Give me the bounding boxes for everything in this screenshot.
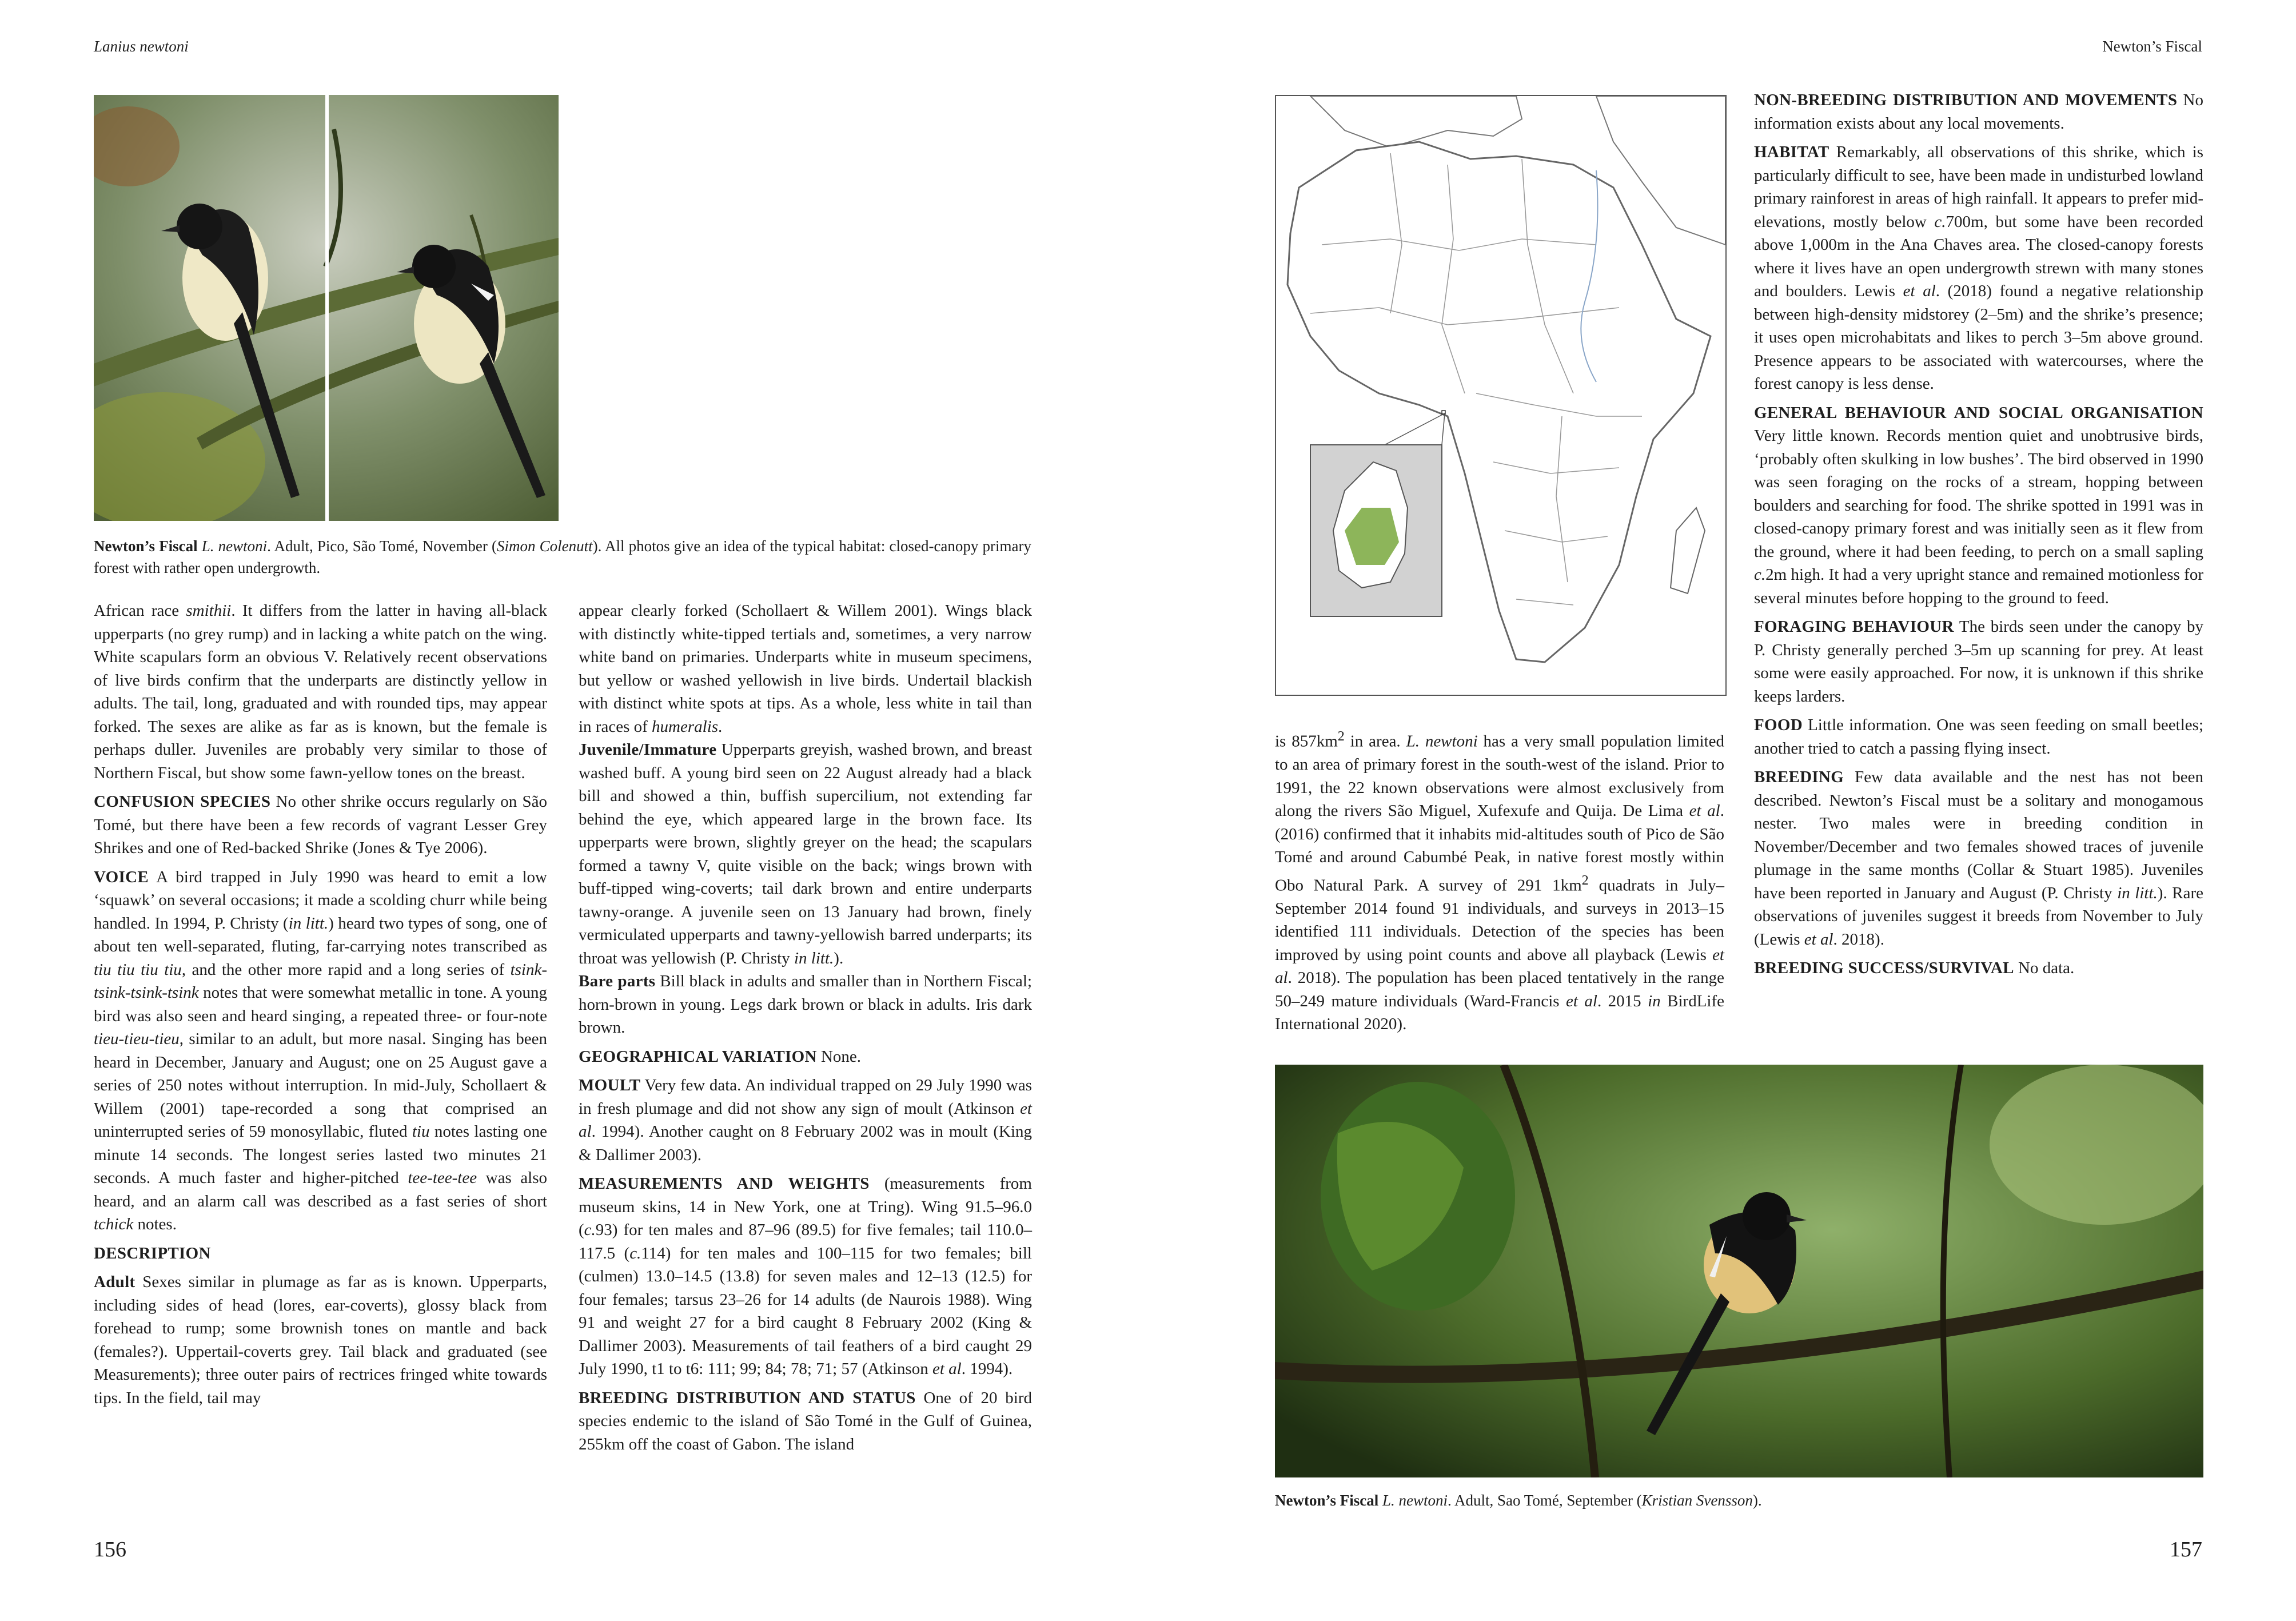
- range-map: [1275, 95, 1727, 696]
- heading-confusion-species: CONFUSION SPECIES: [94, 792, 271, 811]
- caption-credit: Simon Colenutt: [496, 537, 593, 555]
- page-number-left: 156: [94, 1538, 126, 1562]
- paragraph-population: is $857km^2$ in area. L. newtoni has a very small population limited to an area of primary forest in the south-west of the island. Prior to 1991, the 22 known observations were almost exclusively from along the rivers São Miguel, Xufexufe and Quija. De Lima et al. (2016) confirmed that it inhabits mid-altitudes south of Pico de São Tomé and around Cabumbé Peak, in native forest mostly within Obo Natural Park. A survey of 291 $1km^2$ quadrats in July–September 2014 found 91 individuals, and surveys in 2013–15 identified 111 individuals. Detection of the species has been improved by using point counts and above all playback (Lewis et al. 2018). The population has been placed tentatively in the range 50–249 mature individuals (Ward-Francis et al. 2015 in BirdLife International 2020).: [1275, 728, 1725, 1034]
- right-page: [1148, 0, 2296, 1621]
- photo-adult-perched-1: [94, 95, 559, 521]
- section-moult: MOULT Very few data. An individual trapped on 29 July 1990 was in fresh plumage and did not show any sign of moult (Atkinson et al. 1994). Another caught on 8 February 2002 was in moult (King & Dallimer 2003).: [579, 1076, 1032, 1164]
- section-voice: VOICE A bird trapped in July 1990 was heard to emit a low ‘squawk’ on several occasions; it made a scolding churr while being handled. In 1994, P. Christy (in litt.) heard two types of song, one of about ten well-separated, fluting, far-carrying notes transcribed as tiu tiu tiu tiu, and the other more rapid and a long series of tsink-tsink-tsink-tsink notes that were somewhat metallic in tone. A young bird was also seen and heard singing, a repeated three- or four-note tieu-tieu-tieu, similar to an adult, but more nasal. Singing has been heard in December, January and August; one on 25 August gave a series of 250 notes without interruption. In mid-July, Schollaert & Willem (2001) tape-recorded a song that comprised an uninterrupted series of 59 monosyllabic, fluted tiu notes lasting one minute 14 seconds. The longest series lasted two minutes 21 seconds. A much faster and higher-pitched tee-tee-tee was also heard, and an alarm call was described as a fast series of short tchick notes.: [94, 867, 548, 1233]
- section-foraging: FORAGING BEHAVIOUR The birds seen under the canopy by P. Christy generally perched 3–5m up scanning for prey. At least some were easily approached. For now, it is unknown if this shrike keeps larders.: [1754, 618, 2203, 706]
- section-adult: Adult Sexes similar in plumage as far as is known. Upperparts, including sides of head (lores, ear-coverts), glossy black from forehead to rump; some brownish tones on mantle and back (females?). Uppertail-coverts grey. Tail black and graduated (see Measurements); three outer pairs of rectrices fringed white towards tips. In the field, tail may: [94, 1273, 547, 1407]
- africa-map-image: [1276, 96, 1725, 695]
- heading-food: FOOD: [1754, 716, 1803, 734]
- page-number-right: 157: [2170, 1538, 2202, 1562]
- photo-caption-left: [94, 535, 1031, 579]
- heading-non-breeding: NON-BREEDING DISTRIBUTION AND MOVEMENTS: [1754, 91, 2178, 109]
- section-geographical-variation: GEOGRAPHICAL VARIATION None.: [579, 1047, 862, 1066]
- heading-breeding: BREEDING: [1754, 768, 1844, 786]
- paragraph-intro: African race smithii. It differs from the latter in having all-black upperparts (no grey rump) and in lacking a white patch on the wing. White scapulars form an obvious V. Relatively recent observations of live birds confirm that the underparts are distinctly yellow in adults. The tail, long, graduated and with rounded tips, may appear forked. The sexes are alike as far as is known, but the female is perhaps duller. Juveniles are probably very similar to those of Northern Fiscal, but show some fawn-yellow tones on the breast.: [94, 602, 547, 782]
- photo-caption-right: [1275, 1489, 2203, 1511]
- text-column-2: [579, 599, 1032, 1461]
- section-breeding: BREEDING Few data available and the nest has not been described. Newton’s Fiscal must be a solitary and monogamous nester. Two males were in breeding condition in November/December and two females showed traces of juvenile plumage in the same months (Collar & Stuart 1985). Juveniles have been reported in January and August (P. Christy in litt.). Rare observations of juveniles suggest it breeds from November to July (Lewis et al. 2018).: [1754, 768, 2204, 949]
- heading-habitat: HABITAT: [1754, 143, 1829, 161]
- heading-adult: Adult: [94, 1273, 135, 1291]
- caption-text-end: ). All photos give an idea of the typical habitat: closed-canopy primary forest with rather open undergrowth.: [94, 537, 1032, 576]
- caption-credit-right: Kristian Svensson: [1641, 1492, 1753, 1509]
- heading-voice: VOICE: [94, 867, 149, 886]
- caption-species: Newton’s Fiscal: [94, 537, 198, 555]
- section-breeding-success: BREEDING SUCCESS/SURVIVAL No data.: [1754, 959, 2075, 977]
- caption-text: . Adult, Pico, São Tomé, November (: [267, 537, 497, 555]
- section-non-breeding: NON-BREEDING DISTRIBUTION AND MOVEMENTS No information exists about any local movements.: [1754, 91, 2203, 133]
- running-head-left: Lanius newtoni: [94, 38, 189, 55]
- text-column-1: [94, 599, 547, 1415]
- bird-photo-image: [94, 95, 559, 521]
- paragraph-adult-cont: appear clearly forked (Schollaert & Willem 2001). Wings black with distinctly white-tipped tertials and, sometimes, a very narrow white band on primaries. Underparts white in museum specimens, but yellow or washed yellowish in live birds. Undertail blackish with distinct white spots at tips. As a whole, less white in tail than in races of humeralis. Juvenile/Immature Upperparts greyish, washed brown, and breast washed buff. A young bird seen on 22 August already had a black bill and showed a thin, buffish supercilium, not extending far behind the eye, which appeared large in the brown face. Its upperparts were brown, slightly greyer on the head; the scapulars formed a tawny V, quite visible on the back; wings brown with buff-tipped wing-coverts; tail dark brown and entire underparts tawny-orange. A juvenile seen on 13 January had brown, finely vermiculated upperparts and tawny-yellowish barred underparts; its throat was yellowish (P. Christy in litt.). Bare parts Bill black in adults and smaller than in Northern Fiscal; horn-brown in young. Legs dark brown or black in adults. Iris dark brown.: [579, 602, 1032, 1037]
- caption-scientific: L. newtoni: [201, 537, 268, 555]
- section-general-behaviour: GENERAL BEHAVIOUR AND SOCIAL ORGANISATION Very little known. Records mention quiet and unobtrusive birds, ‘probably often skulking in low bushes’. The bird observed in 1990 was seen foraging on the rocks of a stream, hopping between boulders and searching for food. The shrike spotted in 1991 was in closed-canopy primary forest and was initially seen as it flew from the ground, where it had been feeding, to perch on a small sapling c.2m high. It had a very upright stance and remained motionless for several minutes before hopping to the ground to feed.: [1754, 403, 2203, 607]
- heading-bare-parts: Bare parts: [579, 972, 656, 990]
- section-breeding-distribution: BREEDING DISTRIBUTION AND STATUS One of 20 bird species endemic to the island of São Tomé in the Gulf of Guinea, 255km off the coast of Gabon. The island: [579, 1388, 1032, 1453]
- running-head-right: Newton’s Fiscal: [2102, 38, 2202, 55]
- section-habitat: HABITAT Remarkably, all observations of this shrike, which is particularly difficult to see, have been made in undisturbed lowland primary rainforest in areas of high rainfall. It appears to prefer mid-elevations, mostly below c.700m, but some have been recorded above 1,000m in the Ana Chaves area. The closed-canopy forests where it lives have an open undergrowth strewn with many stones and boulders. Lewis et al. (2018) found a negative relationship between high-density midstorey (2–5m) and the shrike’s presence; it uses open microhabitats and likes to perch 3–5m above ground. Presence appears to be associated with watercourses, where the forest canopy is less dense.: [1754, 143, 2203, 393]
- section-food: FOOD Little information. One was seen feeding on small beetles; another tried to catch a passing flying insect.: [1754, 716, 2203, 758]
- caption-text-right: . Adult, Sao Tomé, September (: [1448, 1492, 1642, 1509]
- bird-photo-image-2: [1275, 1065, 2203, 1477]
- heading-geographical-variation: GEOGRAPHICAL VARIATION: [579, 1047, 817, 1066]
- heading-general-behaviour: GENERAL BEHAVIOUR AND SOCIAL ORGANISATION: [1754, 403, 2203, 422]
- heading-juvenile: Juvenile/Immature: [579, 740, 717, 759]
- caption-species-right: Newton’s Fiscal: [1275, 1492, 1379, 1509]
- caption-scientific-right: L. newtoni: [1382, 1492, 1448, 1509]
- photo-adult-perched-2: [1275, 1065, 2203, 1477]
- text-column-4: [1754, 89, 2203, 986]
- section-measurements: MEASUREMENTS AND WEIGHTS (measurements from museum skins, 14 in New York, one at Tring). Wing 91.5–96.0 (c.93) for ten males and 87–96 (89.5) for five females; tail 110.0–117.5 (c.114) for ten males and 100–115 for two females; bill (culmen) 13.0–14.5 (13.8) for seven males and 12–13 (12.5) for four females; tarsus 23–26 for 14 adults (de Naurois 1988). Wing 91 and weight 27 for a bird caught 8 February 2002 (King & Dallimer 2003). Measurements of tail feathers of a bird caught 29 July 1990, t1 to t6: 111; 99; 84; 78; 71; 57 (Atkinson et al. 1994).: [579, 1174, 1032, 1378]
- heading-measurements: MEASUREMENTS AND WEIGHTS: [579, 1174, 870, 1193]
- caption-text-right-end: ).: [1752, 1492, 1762, 1509]
- heading-description: DESCRIPTION: [94, 1244, 211, 1262]
- heading-breeding-success: BREEDING SUCCESS/SURVIVAL: [1754, 959, 2014, 977]
- text-column-3: [1275, 725, 1724, 1042]
- heading-foraging: FORAGING BEHAVIOUR: [1754, 618, 1954, 636]
- heading-breeding-distribution: BREEDING DISTRIBUTION AND STATUS: [579, 1388, 916, 1407]
- heading-moult: MOULT: [579, 1076, 641, 1094]
- section-confusion-species: CONFUSION SPECIES No other shrike occurs regularly on São Tomé, but there have been a few records of vagrant Lesser Grey Shrikes and one of Red-backed Shrike (Jones & Tye 2006).: [94, 792, 547, 857]
